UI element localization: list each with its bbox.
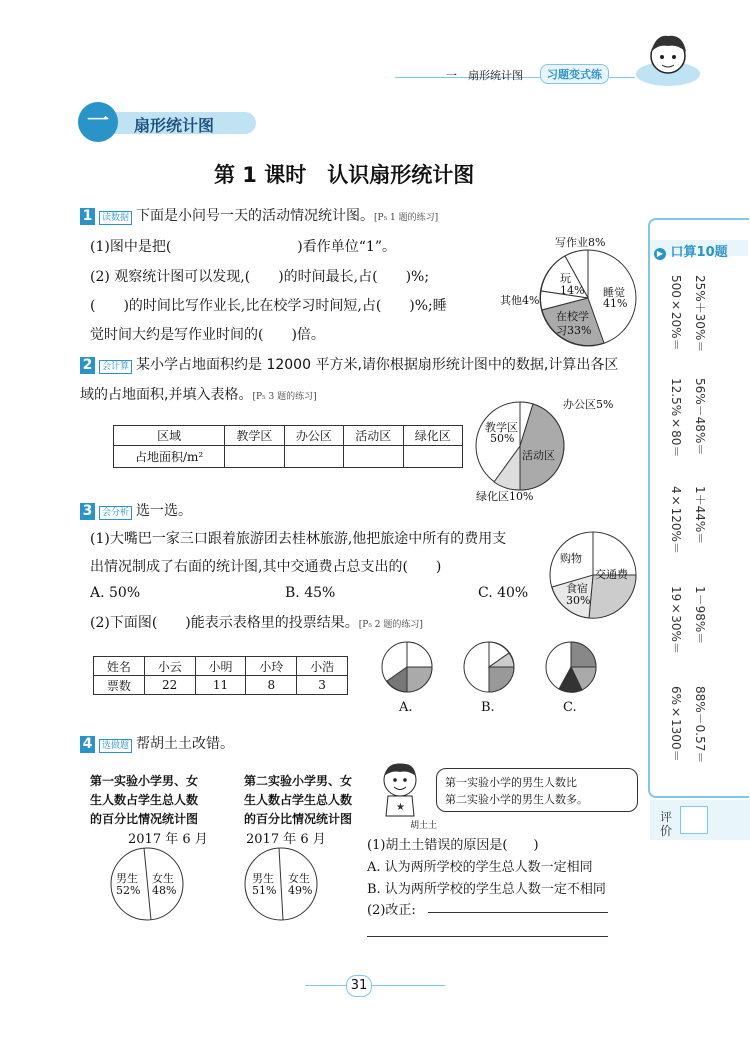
- q1-heading: [80, 205, 438, 225]
- q3-ref-2: [P₅ 2 题的练习]: [358, 620, 423, 630]
- mental-math-1b: 500×20%＝: [669, 275, 683, 351]
- q3-heading: [80, 500, 192, 520]
- chart2-boy-pct: 51%: [252, 884, 277, 897]
- q3-title: 选一选。: [136, 503, 193, 519]
- q3-p1-line-1: (1)大嘴巴一家三口跟着旅游团去桂林旅游,他把旅途中所有的费用支: [90, 531, 507, 547]
- mental-math-2a: 56%－48%＝: [693, 378, 707, 456]
- q3-number: 3: [80, 503, 95, 520]
- character-name: 胡土土: [410, 821, 438, 831]
- q1-label-sleep-pct: 41%: [603, 297, 628, 310]
- lesson-title: 第 1 课时 认识扇形统计图: [214, 163, 475, 187]
- vote-value-xiaohao: 3: [297, 676, 348, 695]
- chart1-boy-pct: 52%: [116, 884, 141, 897]
- q2-cell-office[interactable]: [284, 446, 343, 468]
- chart2-girl: 女生: [288, 872, 310, 885]
- q2-heading: [80, 354, 618, 374]
- q1-number: 1: [80, 208, 95, 225]
- q1-label-school: 在校学: [556, 310, 589, 323]
- q4-answer-b[interactable]: B. 认为两所学校的学生总人数一定不相同: [367, 882, 606, 897]
- q3-option-c[interactable]: C. 40%: [478, 585, 529, 601]
- q4-heading: [80, 733, 234, 753]
- mental-math-2b: 12.5%×80＝: [669, 378, 683, 458]
- q2-col-office: 办公区: [284, 426, 343, 446]
- q3-option-a[interactable]: A. 50%: [90, 585, 141, 601]
- chart1-girl: 女生: [152, 872, 174, 885]
- choice-b-label: B.: [481, 700, 495, 715]
- q1-line-1: (1)图中是把( )看作单位“1”。: [90, 239, 396, 255]
- q1-line-2: (2) 观察统计图可以发现,( )的时间最长,占( )%;: [90, 269, 430, 285]
- mental-math-4a: 1－98%＝: [693, 586, 707, 645]
- q4-tag: 选做题: [99, 739, 132, 753]
- vote-row-label: 票数: [94, 676, 145, 695]
- rating-box[interactable]: [680, 806, 708, 834]
- q2-label-green: 绿化区10%: [476, 490, 534, 503]
- hututu-character: [368, 756, 438, 818]
- mental-math-5a: 88%－0.57＝: [693, 686, 707, 764]
- unit-banner: [78, 102, 260, 142]
- q2-row-label: 占地面积/m²: [114, 446, 225, 468]
- mental-math-3a: 1＋44%＝: [693, 486, 707, 545]
- q3-p2-text: (2)下面图( )能表示表格里的投票结果。: [90, 615, 359, 631]
- chart2-boy: 男生: [252, 872, 274, 885]
- rating-label: 评价: [660, 810, 673, 838]
- speech-bubble: 第一实验小学的男生人数比 第二实验小学的男生人数多。: [436, 768, 638, 812]
- play-icon: ▶: [654, 248, 666, 260]
- q4-number: 4: [80, 736, 95, 753]
- q2-heading-2: [80, 384, 317, 404]
- choice-a-label: A.: [399, 700, 413, 715]
- q4-answer-2: (2)改正:: [367, 903, 416, 918]
- q4-answer-1: (1)胡土土错误的原因是( ): [367, 838, 539, 853]
- q2-tag: 会计算: [99, 360, 132, 374]
- q3-option-b[interactable]: B. 45%: [285, 585, 336, 601]
- q2-col-green: 绿化区: [403, 426, 463, 446]
- header-section: 一 扇形统计图: [446, 69, 523, 82]
- q3-vote-table: [93, 656, 348, 695]
- q3-label-food-pct: 30%: [566, 594, 591, 607]
- q3-label-traffic: 交通费: [595, 568, 628, 581]
- q2-col-teaching: 教学区: [225, 426, 284, 446]
- q1-label-play-pct: 14%: [560, 284, 585, 297]
- chart1-date: 2017 年 6 月: [128, 832, 208, 847]
- unit-title: 扇形统计图: [134, 116, 215, 135]
- q2-col-activity: 活动区: [344, 426, 403, 446]
- svg-text:★: ★: [396, 802, 405, 813]
- mental-math-1a: 25%＋30%＝: [693, 275, 707, 353]
- chart2-date: 2017 年 6 月: [246, 832, 326, 847]
- choice-b-pie[interactable]: [462, 640, 516, 694]
- unit-number: 一: [78, 102, 118, 142]
- q1-line-3: ( )的时间比写作业长,比在校学习时间短,占( )%;睡: [90, 298, 447, 314]
- q2-cell-green[interactable]: [403, 446, 463, 468]
- q1-title: 下面是小问号一天的活动情况统计图。: [136, 208, 375, 224]
- q1-line-4: 觉时间大约是写作业时间的( )倍。: [90, 327, 325, 343]
- mental-math-3b: 4×120%＝: [669, 486, 683, 554]
- mental-math-4b: 19×30%＝: [669, 586, 683, 654]
- q1-ref: [P₅ 1 题的练习]: [374, 213, 439, 223]
- q1-label-school-2: 习33%: [556, 324, 592, 337]
- vote-col-xiaohao: 小浩: [297, 657, 348, 676]
- q2-col-region: 区域: [114, 426, 225, 446]
- chart1-girl-pct: 48%: [152, 884, 177, 897]
- q2-title: 某小学占地面积约是 12000 平方米,请你根据扇形统计图中的数据,计算出各区: [136, 357, 619, 373]
- vote-col-xiaoyun: 小云: [144, 657, 195, 676]
- choice-a-pie[interactable]: [380, 640, 434, 694]
- q3-tag: 会分析: [99, 506, 132, 520]
- q2-number: 2: [80, 357, 95, 374]
- header-badge: 习题变式练: [540, 64, 609, 84]
- vote-col-xiaoming: 小明: [195, 657, 246, 676]
- q2-ref: [P₅ 3 题的练习]: [252, 392, 317, 402]
- q2-area-table: [113, 425, 463, 468]
- vote-col-name: 姓名: [94, 657, 145, 676]
- page-number: 31: [346, 975, 372, 997]
- mental-math-title: ▶ 口算10题: [654, 241, 728, 260]
- q2-label-office: 办公区5%: [563, 398, 614, 411]
- q2-cell-teaching[interactable]: [225, 446, 284, 468]
- correction-line-1[interactable]: [428, 912, 608, 913]
- q4-answer-a[interactable]: A. 认为两所学校的学生总人数一定相同: [367, 860, 593, 875]
- q1-label-homework: 写作业8%: [555, 236, 606, 249]
- vote-value-xiaoming: 11: [195, 676, 246, 695]
- vote-value-xiaoling: 8: [246, 676, 297, 695]
- chart2-girl-pct: 49%: [288, 884, 313, 897]
- vote-value-xiaoyun: 22: [144, 676, 195, 695]
- q1-label-play: 玩: [560, 272, 571, 285]
- q1-label-other: 其他4%: [500, 294, 540, 307]
- q2-pie-chart: [470, 400, 570, 492]
- mascot-avatar: [628, 22, 708, 92]
- q2-title-2: 域的占地面积,并填入表格。: [80, 387, 253, 403]
- q2-label-teach: 教学区: [485, 421, 518, 434]
- mental-math-5b: 6%×1300＝: [669, 686, 683, 762]
- q3-p1-line-2: 出情况制成了右面的统计图,其中交通费占总支出的( ): [90, 559, 442, 575]
- chart1-title: 第一实验小学男、女 生人数占学生总人数 的百分比情况统计图: [90, 774, 199, 826]
- choice-c-pie[interactable]: [544, 640, 598, 694]
- q3-p2: [90, 612, 423, 632]
- chart1-boy: 男生: [116, 872, 138, 885]
- vote-col-xiaoling: 小玲: [246, 657, 297, 676]
- q3-label-food: 食宿: [566, 582, 588, 595]
- chart2-title: 第二实验小学男、女 生人数占学生总人数 的百分比情况统计图: [244, 774, 353, 826]
- q3-label-shop: 购物: [560, 552, 582, 565]
- q2-label-teach-pct: 50%: [490, 432, 515, 445]
- q1-label-sleep: 睡觉: [603, 286, 625, 299]
- correction-line-2[interactable]: [367, 936, 608, 937]
- choice-c-label: C.: [563, 700, 577, 715]
- q2-cell-activity[interactable]: [344, 446, 403, 468]
- q4-title: 帮胡土土改错。: [136, 736, 235, 752]
- q1-tag: 读数据: [99, 211, 132, 225]
- q2-label-activity: 活动区: [522, 449, 555, 462]
